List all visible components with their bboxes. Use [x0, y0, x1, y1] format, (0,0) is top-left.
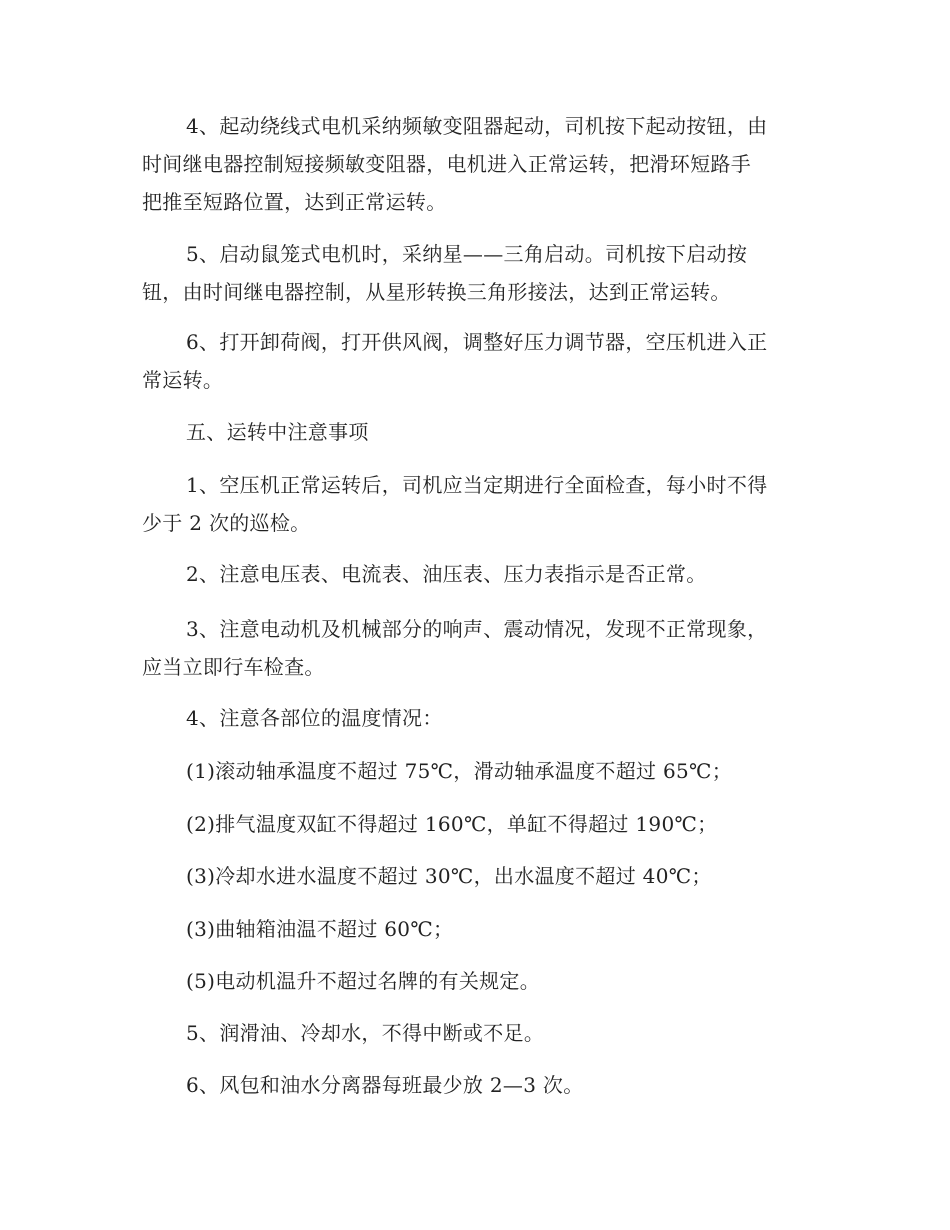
list-item-bearing-temperature: [142, 752, 810, 790]
paragraph-line: 时间继电器控制短接频敏变阻器，电机进入正常运转，把滑环短路手: [142, 152, 751, 176]
paragraph-line: 常运转。: [142, 368, 224, 392]
heading-line: 五、运转中注意事项: [186, 420, 369, 444]
paragraph-note-5-lubrication-cooling: [142, 1014, 810, 1052]
paragraph-step-5-start-squirrel-cage-motor: [142, 235, 810, 311]
paragraph-note-6-drain-separator: [142, 1066, 810, 1104]
paragraph-line: 钮，由时间继电器控制，从星形转换三角形接法，达到正常运转。: [142, 280, 731, 304]
list-item-line: (1)滚动轴承温度不超过 75℃，滑动轴承温度不超过 65℃；: [186, 759, 732, 783]
paragraph-step-6-open-valves: [142, 323, 810, 399]
paragraph-line: 少于 2 次的巡检。: [142, 511, 311, 535]
paragraph-line: 4、注意各部位的温度情况：: [186, 706, 443, 730]
section-heading-operation-notes: [142, 413, 810, 451]
list-item-line: (2)排气温度双缸不得超过 160℃，单缸不得超过 190℃；: [186, 812, 718, 836]
list-item-crankcase-oil-temperature: [142, 910, 810, 948]
paragraph-line: 3、注意电动机及机械部分的响声、震动情况，发现不正常现象，: [186, 617, 768, 641]
list-item-exhaust-temperature: [142, 805, 810, 843]
paragraph-line: 6、打开卸荷阀，打开供风阀，调整好压力调节器，空压机进入正: [186, 330, 768, 354]
paragraph-note-1-periodic-inspection: [142, 466, 810, 542]
list-item-motor-temperature-rise: [142, 962, 810, 1000]
paragraph-note-3-noise-vibration: [142, 610, 810, 686]
paragraph-line: 应当立即行车检查。: [142, 655, 325, 679]
paragraph-line: 把推至短路位置，达到正常运转。: [142, 190, 447, 214]
paragraph-line: 5、润滑油、冷却水，不得中断或不足。: [186, 1021, 545, 1045]
paragraph-step-4-start-wound-rotor-motor: [142, 107, 810, 221]
paragraph-line: 4、起动绕线式电机采纳频敏变阻器起动，司机按下起动按钮，由: [186, 114, 768, 138]
paragraph-line: 6、风包和油水分离器每班最少放 2—3 次。: [186, 1073, 584, 1097]
paragraph-line: 1、空压机正常运转后，司机应当定期进行全面检查，每小时不得: [186, 473, 768, 497]
list-item-line: (3)曲轴箱油温不超过 60℃；: [186, 917, 454, 941]
paragraph-line: 2、注意电压表、电流表、油压表、压力表指示是否正常。: [186, 562, 707, 586]
list-item-line: (3)冷却水进水温度不超过 30℃，出水温度不超过 40℃；: [186, 864, 712, 888]
list-item-cooling-water-temperature: [142, 857, 810, 895]
paragraph-note-2-gauges: [142, 555, 810, 593]
paragraph-line: 5、启动鼠笼式电机时，采纳星——三角启动。司机按下启动按: [186, 242, 748, 266]
paragraph-note-4-temperatures: [142, 699, 810, 737]
list-item-line: (5)电动机温升不超过名牌的有关规定。: [186, 969, 541, 993]
